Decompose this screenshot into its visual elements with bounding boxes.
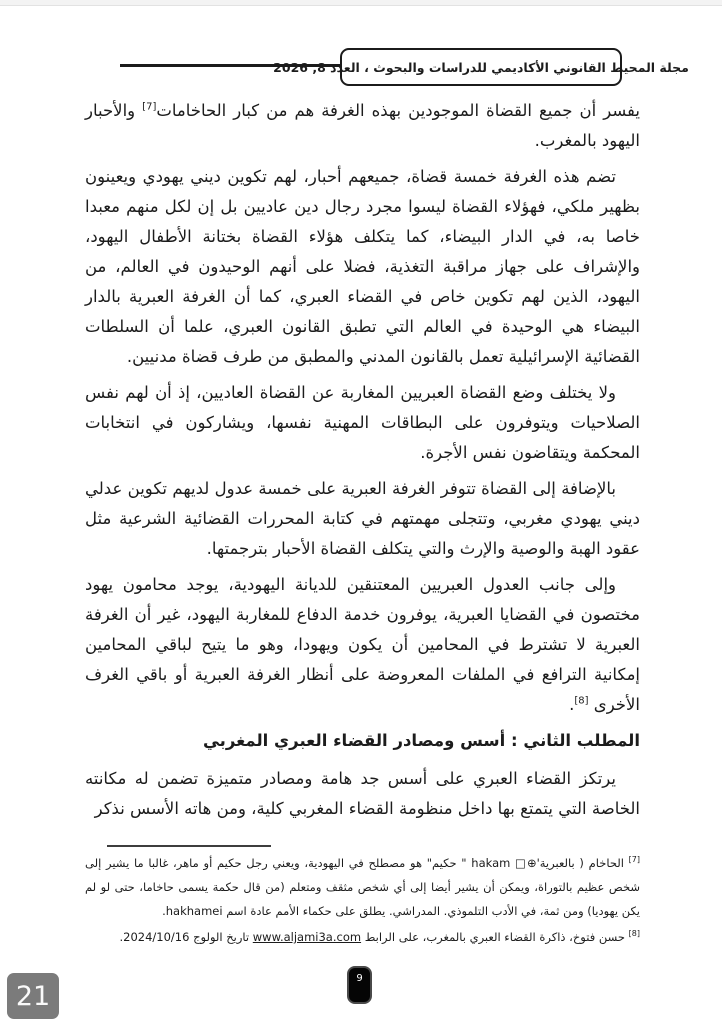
paragraph-1 <box>85 96 640 156</box>
paragraph-4: بالإضافة إلى القضاة تتوفر الغرفة العبرية على خمسة عدول لديهم تكوين عدلي ديني يهودي مغربي، وتتجلى مهمتهم في كتابة المحررات القضائية الشرعية مثل عقود الهبة والوصية والإرث والتي يتكلف القضاة الأحبار بترجمتها. <box>85 479 640 558</box>
page-top-edge <box>0 0 722 6</box>
footnote-8-text: حسن فتوخ، ذاكرة القضاء العبري بالمغرب، على الرابط <box>361 930 629 944</box>
footnote-7-marker: [7] <box>628 855 640 865</box>
footnote-8-link[interactable]: www.aljami3a.com <box>252 930 362 944</box>
page-number-corner-value: 21 <box>15 980 51 1012</box>
page-number-corner <box>7 973 59 1019</box>
section-heading: المطلب الثاني : أسس ومصادر القضاء العبري المغربي <box>202 731 640 750</box>
paragraph-1-text: يفسر أن جميع القضاة الموجودين بهذه الغرفة هم من كبار الحاخامات <box>156 101 640 120</box>
journal-title: مجلة المحيط القانوني الأكاديمي للدراسات والبحوث ، العدد 8, 2026 <box>273 59 689 75</box>
footnote-7 <box>85 851 640 923</box>
page-number-ornament-value: 9 <box>356 973 363 984</box>
article-body <box>85 96 640 830</box>
journal-title-box <box>273 48 689 86</box>
paragraph-1-text-cont: والأحبار اليهود بالمغرب. <box>85 101 640 150</box>
footnotes-section <box>85 845 640 949</box>
footnote-separator-line <box>107 845 271 847</box>
paragraph-3: ولا يختلف وضع القضاة العبريين المغاربة عن القضاة العاديين، إذ أن لهم نفس الصلاحيات ويتوفرون على البطاقات المهنية نفسها، ويشاركون في انتخابات المحكمة ويتقاضون نفس الأجرة. <box>85 383 640 462</box>
paragraph-2: تضم هذه الغرفة خمسة قضاة، جميعهم أحبار، لهم تكوين ديني يهودي ويعينون بظهير ملكي، فهؤلاء القضاة ليسوا مجرد رجال دين عاديين بل إن لكل منهم معبدا خاصا به، في الدار البيضاء، كما يتكلف هؤلاء القضاة بختانة الأطفال اليهود، والإشراف على جهاز مراقبة التغذية، فضلا على أنهم الوحيدون في العالم، من اليهود، الذين لهم تكوين خاص في القضاء العبري، كما أن الغرفة العبرية بالدار البيضاء هي الوحيدة في العالم التي تطبق القانون العبري، علما أن السلطات القضائية الإسرائيلية تعمل بالقانون المدني والمطبق من طرف قضاة مدنيين. <box>85 167 640 366</box>
footnote-ref-8: [8] <box>574 695 589 707</box>
paragraph-5-text: وإلى جانب العدول العبريين المعتنقين للديانة اليهودية، يوجد محامون يهود مختصون في القضايا العبرية، يوفرون خدمة الدفاع للمغاربة اليهود، غير أن الغرفة العبرية لا تشترط في المحامين أن يكون ويهودا، وهو ما يتيح لباقي المحامين إمكانية الترافع في الملفات المعروضة على أنظار الغرفة العبرية أو باقي الغرف الأخرى <box>85 575 640 714</box>
page-number-ornament <box>347 966 372 1004</box>
paragraph-5-text-cont: . <box>569 695 575 714</box>
paragraph-5 <box>85 570 640 720</box>
footnote-7-text: الحاخام ( بالعبرية'⊕□ hakam " حكيم" هو مصطلح في اليهودية، ويعني رجل حكيم أو ماهر، غالبا ما يشير إلى شخص عظيم بالتوراة، ويمكن أن يشير أيضا إلى أي شخص مثقف ومتعلم (من قال حكمة يسمى حاخاما، حتى لو لم يكن يهوديا) ومن ثمة، في الأدب التلموذي. المدراشي. يطلق على حكماء الأمم عادة اسم hakhamei. <box>85 856 640 918</box>
footnote-8-text-cont: تاريخ الولوج 2024/10/16. <box>119 930 250 944</box>
paragraph-6: يرتكز القضاء العبري على أسس جد هامة ومصادر متميزة تضمن له مكانته الخاصة التي يتمتع بها داخل منظومة القضاء المغربي كلية، ومن هاته الأسس نذكر <box>85 769 640 818</box>
footnote-ref-7: [7] <box>142 101 157 113</box>
footnote-8-marker: [8] <box>628 929 640 939</box>
footnote-8 <box>85 925 640 949</box>
journal-header <box>0 48 722 88</box>
